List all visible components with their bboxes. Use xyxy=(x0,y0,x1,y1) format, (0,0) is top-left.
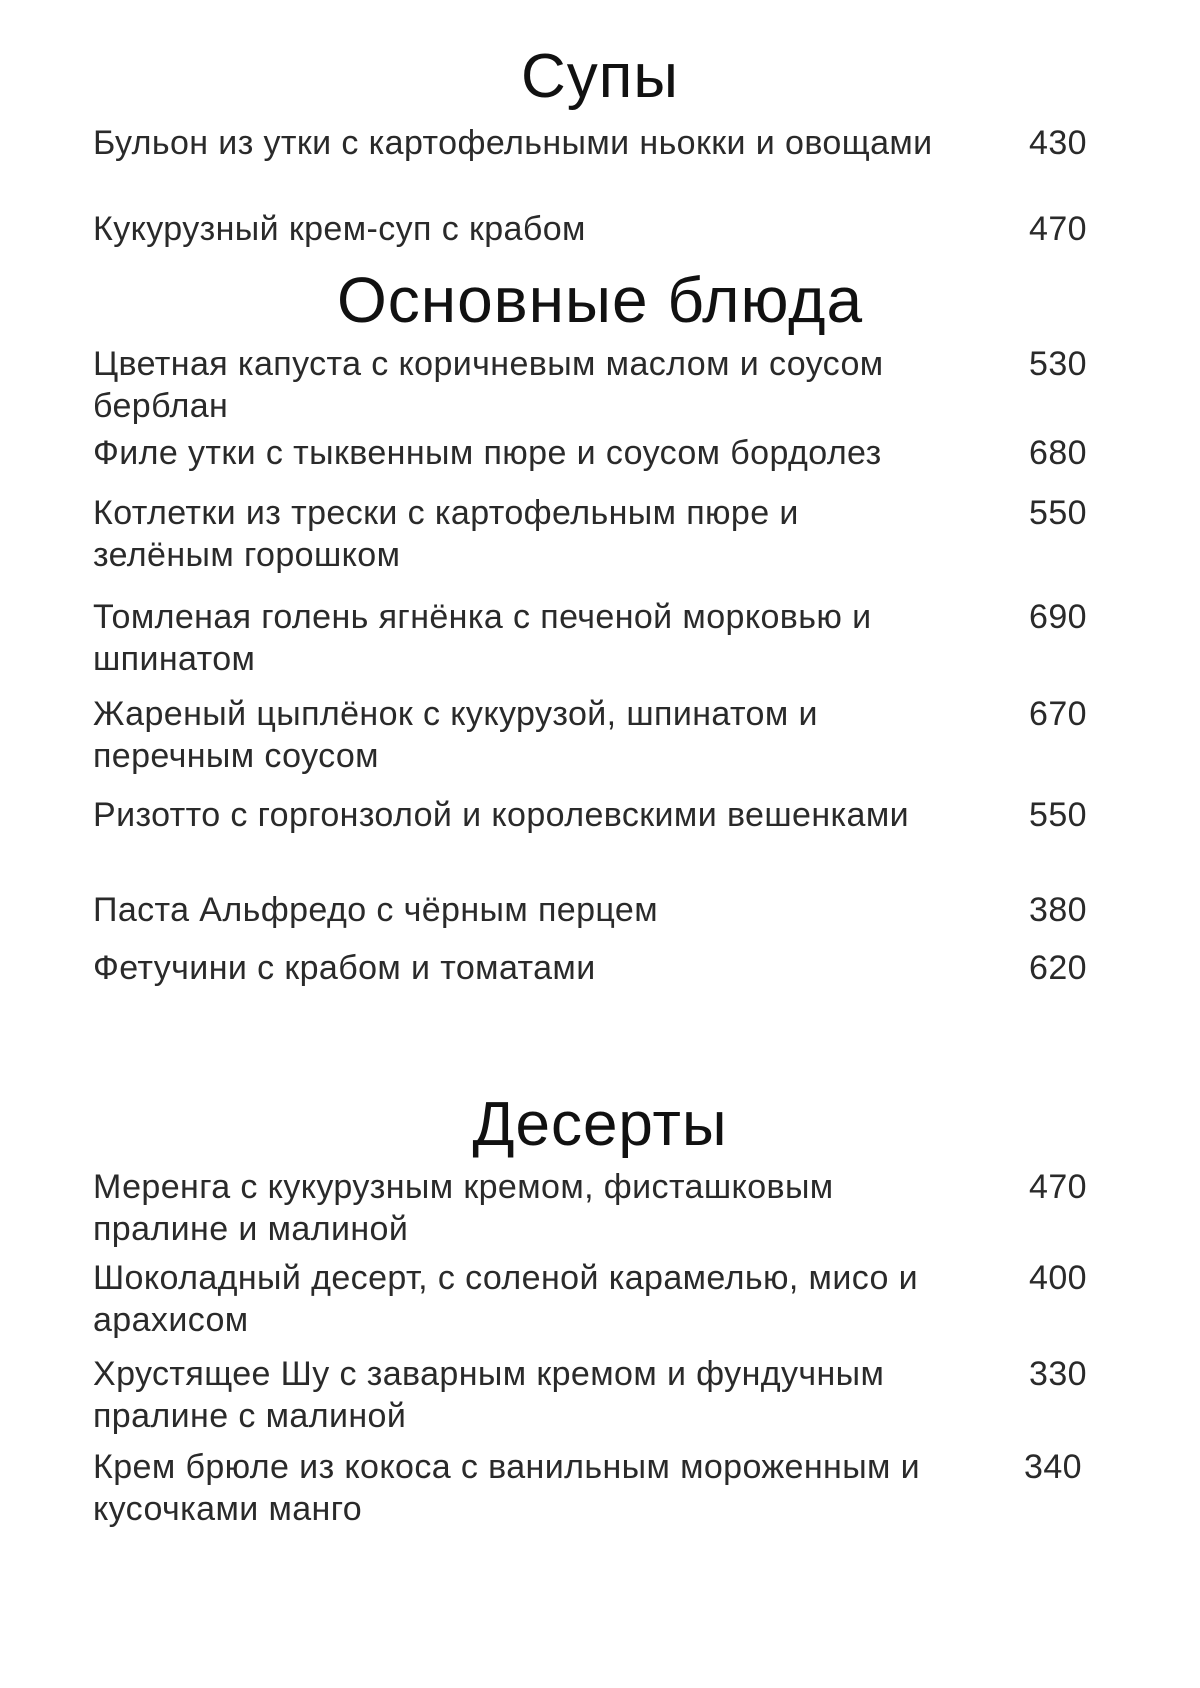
menu-item-price: 670 xyxy=(1029,695,1087,733)
menu-item-price: 380 xyxy=(1029,891,1087,929)
menu-item-name: Цветная капуста с коричневым маслом и соусом берблан xyxy=(93,345,884,425)
menu-item-price: 330 xyxy=(1029,1355,1087,1393)
menu-item-price: 430 xyxy=(1029,124,1087,162)
menu-item-name: Меренга с кукурузным кремом, фисташковым пралине и малиной xyxy=(93,1168,834,1248)
menu-item-name: Крем брюле из кокоса с ванильным мороженным и кусочками манго xyxy=(93,1448,921,1528)
menu-item-name: Котлетки из трески с картофельным пюре и зелёным горошком xyxy=(93,494,799,574)
menu-item-name: Кукурузный крем-суп с крабом xyxy=(93,210,586,248)
section-title-desserts: Десерты xyxy=(472,1090,728,1159)
menu-item-price: 620 xyxy=(1029,949,1087,987)
menu-item-name: Бульон из утки с картофельными ньокки и овощами xyxy=(93,124,933,162)
menu-item-price: 470 xyxy=(1029,210,1087,248)
menu-item-name: Шоколадный десерт, с соленой карамелью, мисо и арахисом xyxy=(93,1259,919,1339)
section-title-soups: Супы xyxy=(521,42,679,111)
menu-item-price: 470 xyxy=(1029,1168,1087,1206)
menu-item-name: Хрустящее Шу с заварным кремом и фундучным пралине с малиной xyxy=(93,1355,885,1435)
menu-item-name: Томленая голень ягнёнка с печеной морковью и шпинатом xyxy=(93,598,872,678)
menu-item-price: 690 xyxy=(1029,598,1087,636)
menu-item-price: 680 xyxy=(1029,434,1087,472)
menu-item-price: 340 xyxy=(1024,1448,1082,1486)
menu-item-name: Филе утки с тыквенным пюре и соусом бордолез xyxy=(93,434,882,472)
menu-item-name: Ризотто с горгонзолой и королевскими вешенками xyxy=(93,796,909,834)
menu-item-price: 530 xyxy=(1029,345,1087,383)
section-title-main-courses: Основные блюда xyxy=(336,264,864,336)
menu-item-name: Паста Альфредо с чёрным перцем xyxy=(93,891,658,929)
menu-item-name: Фетучини с крабом и томатами xyxy=(93,949,596,987)
menu-item-price: 550 xyxy=(1029,796,1087,834)
menu-item-price: 550 xyxy=(1029,494,1087,532)
menu-item-name: Жареный цыплёнок с кукурузой, шпинатом и перечным соусом xyxy=(93,695,818,775)
menu-item-price: 400 xyxy=(1029,1259,1087,1297)
